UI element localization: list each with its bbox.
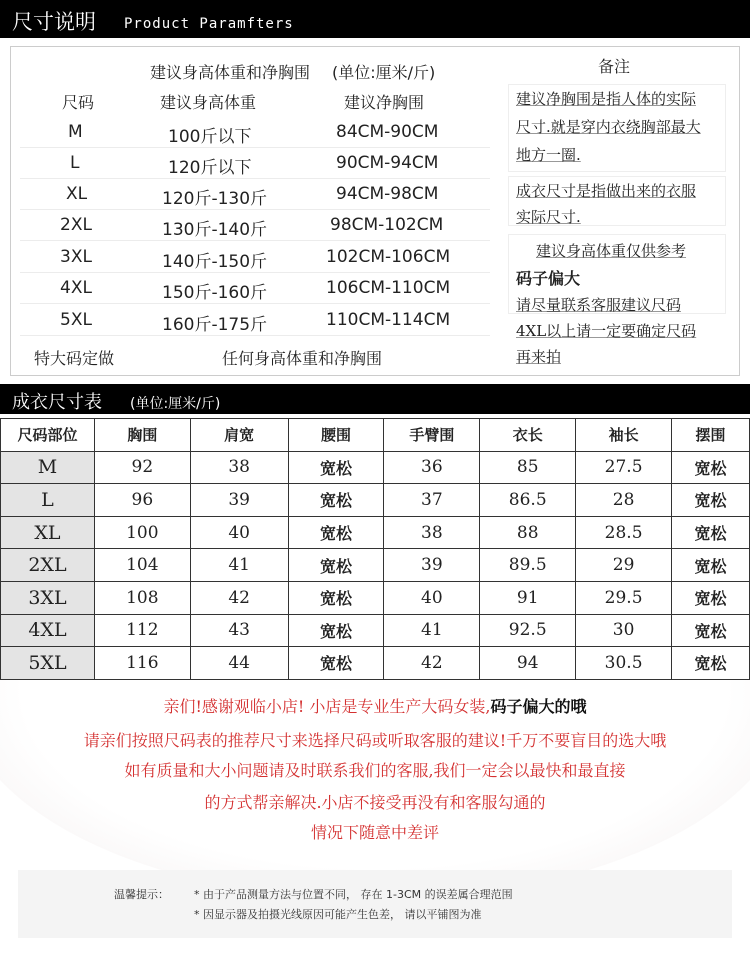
cell-length: 89.5 [480,549,576,582]
cell-shoulder: 43 [190,614,288,647]
th-size-part: 尺码部位 [1,419,95,452]
notes-title: 备注 [598,57,631,76]
cell-hem: 宽松 [672,549,750,582]
cell-sleeve: 28.5 [576,516,672,549]
note-line: 尺寸.就是穿内衣绕胸部最大 [516,118,701,136]
cell-hem: 宽松 [672,451,750,484]
col-header-chest: 建议净胸围 [344,93,425,112]
custom-size-desc: 任何身高体重和净胸围 [222,349,383,368]
cell-arm: 38 [384,516,480,549]
cell-waist: 宽松 [288,614,384,647]
cell-waist: 宽松 [288,484,384,517]
cell-sleeve: 29 [576,549,672,582]
header-title-zh: 尺寸说明 [12,10,96,34]
cell-waist: 宽松 [288,647,384,680]
cell-length: 91 [480,581,576,614]
cell-chest: 96 [94,484,190,517]
cell-waist: 宽松 [288,516,384,549]
note-line: 4XL以上请一定要确定尺码 [516,322,697,340]
th-length: 衣长 [480,419,576,452]
row-weight: 150斤-160斤 [162,283,268,303]
garment-header-title: 成衣尺寸表 [12,392,102,413]
cell-length: 85 [480,451,576,484]
tips-box [18,870,732,938]
recommend-row [20,243,490,273]
table-row [1,614,750,647]
cell-length: 94 [480,647,576,680]
header-bar-garment-size [0,384,750,414]
cell-chest: 100 [94,516,190,549]
size-recommendation-section [0,38,750,378]
note-line-bold: 码子偏大 [516,269,581,288]
cell-waist: 宽松 [288,549,384,582]
row-weight: 120斤以下 [168,158,252,178]
cell-chest: 112 [94,614,190,647]
message-line-5: 情况下随意中差评 [310,823,439,842]
th-hem: 摆围 [672,419,750,452]
tip-line-1: * 由于产品测量方法与位置不同， 存在 1-3CM 的误差属合理范围 [194,888,513,901]
row-weight: 140斤-150斤 [162,252,268,272]
tip-line-2: * 因显示器及拍摄光线原因可能产生色差， 请以平铺图为准 [194,908,482,921]
header-bar-size-info [0,0,750,38]
cell-arm: 41 [384,614,480,647]
cell-shoulder: 42 [190,581,288,614]
cell-size: 4XL [1,614,95,647]
cell-shoulder: 39 [190,484,288,517]
cell-sleeve: 28 [576,484,672,517]
cell-shoulder: 40 [190,516,288,549]
row-size: XL [66,184,88,204]
message-line-1-bold: 码子偏大的哦 [490,697,587,716]
store-message-section [0,680,750,977]
table-row [1,451,750,484]
cell-size: L [1,484,95,517]
message-line-2: 请亲们按照尺码表的推荐尺寸来选择尺码或听取客服的建议!千万不要盲目的选大哦 [83,731,667,750]
garment-header-unit: (单位:厘米/斤) [130,396,221,412]
custom-size-label: 特大码定做 [34,349,115,368]
cell-hem: 宽松 [672,484,750,517]
note-line: 请尽量联系客服建议尺码 [516,296,682,314]
row-weight: 130斤-140斤 [162,220,268,240]
col-header-size: 尺码 [62,93,95,112]
row-weight: 160斤-175斤 [162,315,268,335]
cell-size: M [1,451,95,484]
table-row [1,549,750,582]
cell-size: XL [1,516,95,549]
row-chest: 98CM-102CM [330,215,444,235]
cell-chest: 104 [94,549,190,582]
col-header-weight: 建议身高体重 [160,93,257,112]
row-weight: 100斤以下 [168,127,252,147]
th-sleeve: 袖长 [576,419,672,452]
cell-hem: 宽松 [672,614,750,647]
header-title-en: Product Paramfters [124,16,294,32]
row-chest: 106CM-110CM [326,278,451,298]
note-line: 建议身高体重仅供参考 [536,242,687,260]
cell-arm: 42 [384,647,480,680]
recommend-row [20,211,490,241]
row-size: 2XL [60,215,92,235]
note-line: 地方一圈. [516,146,581,164]
cell-size: 2XL [1,549,95,582]
cell-length: 86.5 [480,484,576,517]
recommend-row [20,149,490,179]
cell-arm: 40 [384,581,480,614]
recommend-row [20,118,490,148]
th-chest: 胸围 [94,419,190,452]
cell-hem: 宽松 [672,581,750,614]
cell-arm: 37 [384,484,480,517]
cell-chest: 116 [94,647,190,680]
note-line: 再来拍 [516,348,562,366]
notes-panel [508,84,730,374]
note-line: 建议净胸围是指人体的实际 [516,90,697,108]
row-chest: 94CM-98CM [336,184,439,204]
row-chest: 84CM-90CM [336,122,439,142]
recommend-unit: (单位:厘米/斤) [332,63,436,82]
recommend-title: 建议身高体重和净胸围 [150,63,311,82]
row-chest: 102CM-106CM [326,247,451,267]
row-chest: 110CM-114CM [326,310,451,330]
cell-sleeve: 30.5 [576,647,672,680]
table-row [1,516,750,549]
cell-sleeve: 27.5 [576,451,672,484]
cell-chest: 92 [94,451,190,484]
row-size: 4XL [60,278,92,298]
row-size: M [68,122,83,142]
recommend-row [20,306,490,336]
note-line: 成衣尺寸是指做出来的衣服 [516,182,697,200]
cell-shoulder: 38 [190,451,288,484]
th-waist: 腰围 [288,419,384,452]
cell-hem: 宽松 [672,647,750,680]
cell-sleeve: 29.5 [576,581,672,614]
note-line: 实际尺寸. [516,208,581,226]
recommend-row [20,180,490,210]
cell-arm: 36 [384,451,480,484]
message-line-1-text: 亲们!感谢观临小店! 小店是专业生产大码女装, [163,697,491,716]
row-size: 3XL [60,247,92,267]
cell-sleeve: 30 [576,614,672,647]
table-row [1,484,750,517]
message-line-4: 的方式帮亲解决.小店不接受再没有和客服勾通的 [204,793,546,812]
table-row [1,581,750,614]
cell-hem: 宽松 [672,516,750,549]
table-row [1,647,750,680]
recommend-row [20,274,490,304]
table-header-row [1,419,750,452]
cell-chest: 108 [94,581,190,614]
row-chest: 90CM-94CM [336,153,439,173]
cell-waist: 宽松 [288,451,384,484]
cell-shoulder: 44 [190,647,288,680]
cell-length: 92.5 [480,614,576,647]
garment-size-table [0,418,750,680]
th-arm: 手臂围 [384,419,480,452]
message-line-3: 如有质量和大小问题请及时联系我们的客服,我们一定会以最快和最直接 [124,761,626,780]
row-size: 5XL [60,310,92,330]
cell-length: 88 [480,516,576,549]
message-line-1 [0,694,750,717]
cell-waist: 宽松 [288,581,384,614]
th-shoulder: 肩宽 [190,419,288,452]
tips-label: 温馨提示： [114,888,169,901]
row-size: L [70,153,80,173]
row-weight: 120斤-130斤 [162,189,268,209]
cell-shoulder: 41 [190,549,288,582]
cell-size: 5XL [1,647,95,680]
cell-arm: 39 [384,549,480,582]
cell-size: 3XL [1,581,95,614]
